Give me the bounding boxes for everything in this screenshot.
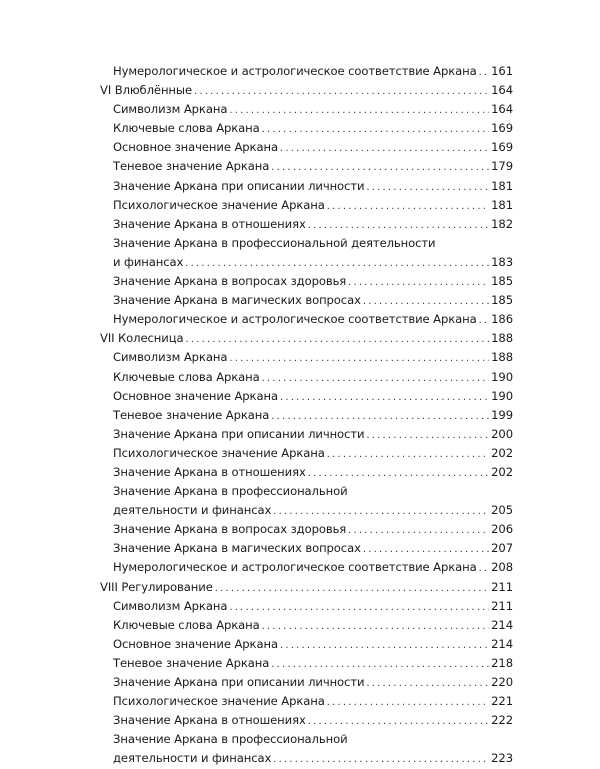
toc-entry[interactable] xyxy=(100,368,513,387)
dot-leader xyxy=(308,216,489,235)
toc-entry-title: Нумерологическое и астрологическое соответствие Аркана xyxy=(113,312,477,327)
toc-entry-page: 208 xyxy=(491,560,513,575)
toc-entry[interactable] xyxy=(100,272,513,291)
dot-leader xyxy=(262,369,489,388)
dot-leader xyxy=(308,712,489,731)
toc-entry[interactable] xyxy=(100,348,513,367)
toc-entry-title: Значение Аркана в магических вопросах xyxy=(113,541,361,556)
toc-entry-title: Основное значение Аркана xyxy=(113,636,278,651)
dot-leader xyxy=(366,674,489,693)
dot-leader xyxy=(327,197,489,216)
dot-leader xyxy=(273,502,489,521)
toc-entry[interactable] xyxy=(100,463,513,482)
toc-entry[interactable] xyxy=(100,444,513,463)
toc-entry-page: 161 xyxy=(491,64,513,78)
toc-entry-title: Значение Аркана в вопросах здоровья xyxy=(113,274,347,289)
toc-entry[interactable] xyxy=(100,520,513,539)
toc-entry[interactable] xyxy=(100,157,513,176)
toc-entry-wrapped-line[interactable] xyxy=(100,234,513,253)
dot-leader xyxy=(229,101,489,120)
dot-leader xyxy=(271,407,489,426)
toc-entry-page: 221 xyxy=(491,694,513,709)
toc-entry-page: 214 xyxy=(491,636,513,651)
toc-entry-title: VIII Регулирование xyxy=(100,579,213,594)
toc-entry-title: Значение Аркана в отношениях xyxy=(113,216,306,231)
toc-entry-title: Основное значение Аркана xyxy=(113,388,278,403)
toc-chapter[interactable] xyxy=(100,329,513,348)
dot-leader xyxy=(348,521,489,540)
toc-entry-page: 218 xyxy=(491,655,513,670)
toc-entry-page: 199 xyxy=(491,407,513,422)
toc-entry-title: Значение Аркана в профессиональной деятельности xyxy=(113,235,436,250)
toc-entry[interactable] xyxy=(100,406,513,425)
toc-entry-title: и финансах xyxy=(113,254,184,269)
toc-entry-page: 181 xyxy=(491,197,513,212)
toc-entry-title: Психологическое значение Аркана xyxy=(113,694,325,709)
toc-entry-page: 185 xyxy=(491,293,513,308)
toc-entry[interactable] xyxy=(100,100,513,119)
toc-entry-page: 169 xyxy=(491,140,513,155)
toc-entry[interactable] xyxy=(100,558,513,577)
dot-leader xyxy=(280,636,489,655)
toc-entry-title: Значение Аркана в магических вопросах xyxy=(113,293,361,308)
toc-entry-page: 188 xyxy=(491,331,513,346)
toc-entry-title: Психологическое значение Аркана xyxy=(113,445,325,460)
dot-leader xyxy=(479,559,490,578)
toc-chapter[interactable] xyxy=(100,578,513,597)
toc-entry-title: Психологическое значение Аркана xyxy=(113,197,325,212)
toc-entry[interactable] xyxy=(100,387,513,406)
dot-leader xyxy=(273,750,489,769)
toc-entry-title: Теневое значение Аркана xyxy=(113,159,270,174)
dot-leader xyxy=(479,311,490,330)
toc-entry-title: Основное значение Аркана xyxy=(113,140,278,155)
toc-entry-page: 223 xyxy=(491,751,513,766)
toc-entry[interactable] xyxy=(100,119,513,138)
toc-entry-page: 188 xyxy=(491,350,513,365)
dot-leader xyxy=(363,540,489,559)
toc-entry-page: 202 xyxy=(491,464,513,479)
toc-entry-page: 179 xyxy=(491,159,513,174)
toc-entry-page: 164 xyxy=(491,83,513,98)
toc-entry-page: 164 xyxy=(491,102,513,117)
toc-entry-title: Значение Аркана при описании личности xyxy=(113,178,365,193)
toc-entry[interactable] xyxy=(100,425,513,444)
dot-leader xyxy=(194,82,489,101)
dot-leader xyxy=(479,63,490,82)
toc-entry-page: 214 xyxy=(491,617,513,632)
toc-entry-page: 169 xyxy=(491,121,513,136)
toc-entry-page: 222 xyxy=(491,713,513,728)
toc-entry-title: VII Колесница xyxy=(100,331,184,346)
toc-entry[interactable] xyxy=(100,196,513,215)
toc-entry-title: Значение Аркана при описании личности xyxy=(113,675,365,689)
toc-entry[interactable] xyxy=(100,62,513,81)
toc-entry-title: Ключевые слова Аркана xyxy=(113,617,260,632)
toc-entry[interactable] xyxy=(100,749,513,768)
toc-entry-page: 211 xyxy=(491,598,513,613)
dot-leader xyxy=(327,693,489,712)
toc-entry-page: 205 xyxy=(491,503,513,518)
toc-entry-page: 190 xyxy=(491,369,513,384)
toc-entry[interactable] xyxy=(100,501,513,520)
toc-entry-title: Нумерологическое и астрологическое соответствие Аркана xyxy=(113,64,477,78)
dot-leader xyxy=(280,388,489,407)
dot-leader xyxy=(363,292,489,311)
toc-entry[interactable] xyxy=(100,654,513,673)
dot-leader xyxy=(366,426,489,445)
dot-leader xyxy=(308,464,489,483)
toc-entry-page: 182 xyxy=(491,216,513,231)
toc-entry[interactable] xyxy=(100,616,513,635)
toc-entry-page: 185 xyxy=(491,274,513,289)
dot-leader xyxy=(215,579,489,598)
toc-entry-title: Значение Аркана в профессиональной xyxy=(113,484,348,499)
dot-leader xyxy=(348,273,489,292)
toc-entry-page: 211 xyxy=(491,579,513,594)
toc-entry[interactable] xyxy=(100,597,513,616)
toc-entry-title: Значение Аркана в отношениях xyxy=(113,713,306,728)
toc-entry-page: 207 xyxy=(491,541,513,556)
toc-entry-page: 220 xyxy=(491,675,513,689)
dot-leader xyxy=(366,178,489,197)
toc-entry[interactable] xyxy=(100,291,513,310)
toc-entry-page: 202 xyxy=(491,445,513,460)
toc-entry-page: 183 xyxy=(491,254,513,269)
toc-entry-title: Значение Аркана в профессиональной xyxy=(113,732,348,747)
toc-entry-title: Значение Аркана в отношениях xyxy=(113,464,306,479)
toc-entry-title: Ключевые слова Аркана xyxy=(113,121,260,136)
toc-entry-title: Нумерологическое и астрологическое соответствие Аркана xyxy=(113,560,477,575)
table-of-contents xyxy=(100,62,513,768)
toc-entry-title: Символизм Аркана xyxy=(113,350,228,365)
toc-entry[interactable] xyxy=(100,692,513,711)
dot-leader xyxy=(185,254,489,273)
dot-leader xyxy=(262,120,489,139)
toc-entry-wrapped-line[interactable] xyxy=(100,730,513,749)
dot-leader xyxy=(186,330,490,349)
toc-entry-page: 190 xyxy=(491,388,513,403)
toc-entry[interactable] xyxy=(100,253,513,272)
toc-entry[interactable] xyxy=(100,310,513,329)
toc-entry-title: Теневое значение Аркана xyxy=(113,655,270,670)
toc-entry-title: деятельности и финансах xyxy=(113,751,272,766)
toc-entry-wrapped-line[interactable] xyxy=(100,482,513,501)
dot-leader xyxy=(327,445,489,464)
toc-entry[interactable] xyxy=(100,539,513,558)
toc-entry[interactable] xyxy=(100,177,513,196)
toc-entry-page: 200 xyxy=(491,426,513,441)
toc-entry[interactable] xyxy=(100,215,513,234)
toc-entry-page: 186 xyxy=(491,312,513,327)
toc-entry-title: VI Влюблённые xyxy=(100,83,192,98)
toc-entry-page: 206 xyxy=(491,522,513,537)
toc-entry-title: деятельности и финансах xyxy=(113,503,272,518)
toc-entry-title: Значение Аркана в вопросах здоровья xyxy=(113,522,347,537)
toc-entry-title: Символизм Аркана xyxy=(113,598,228,613)
toc-entry-page: 181 xyxy=(491,178,513,193)
toc-entry[interactable] xyxy=(100,138,513,157)
toc-entry-title: Символизм Аркана xyxy=(113,102,228,117)
toc-entry[interactable] xyxy=(100,673,513,692)
dot-leader xyxy=(229,598,489,617)
toc-chapter[interactable] xyxy=(100,81,513,100)
toc-entry[interactable] xyxy=(100,635,513,654)
toc-entry-title: Теневое значение Аркана xyxy=(113,407,270,422)
dot-leader xyxy=(262,617,489,636)
dot-leader xyxy=(271,655,489,674)
toc-entry-title: Значение Аркана при описании личности xyxy=(113,426,365,441)
toc-entry[interactable] xyxy=(100,711,513,730)
dot-leader xyxy=(280,139,489,158)
toc-entry-title: Ключевые слова Аркана xyxy=(113,369,260,384)
dot-leader xyxy=(229,349,489,368)
dot-leader xyxy=(271,158,489,177)
